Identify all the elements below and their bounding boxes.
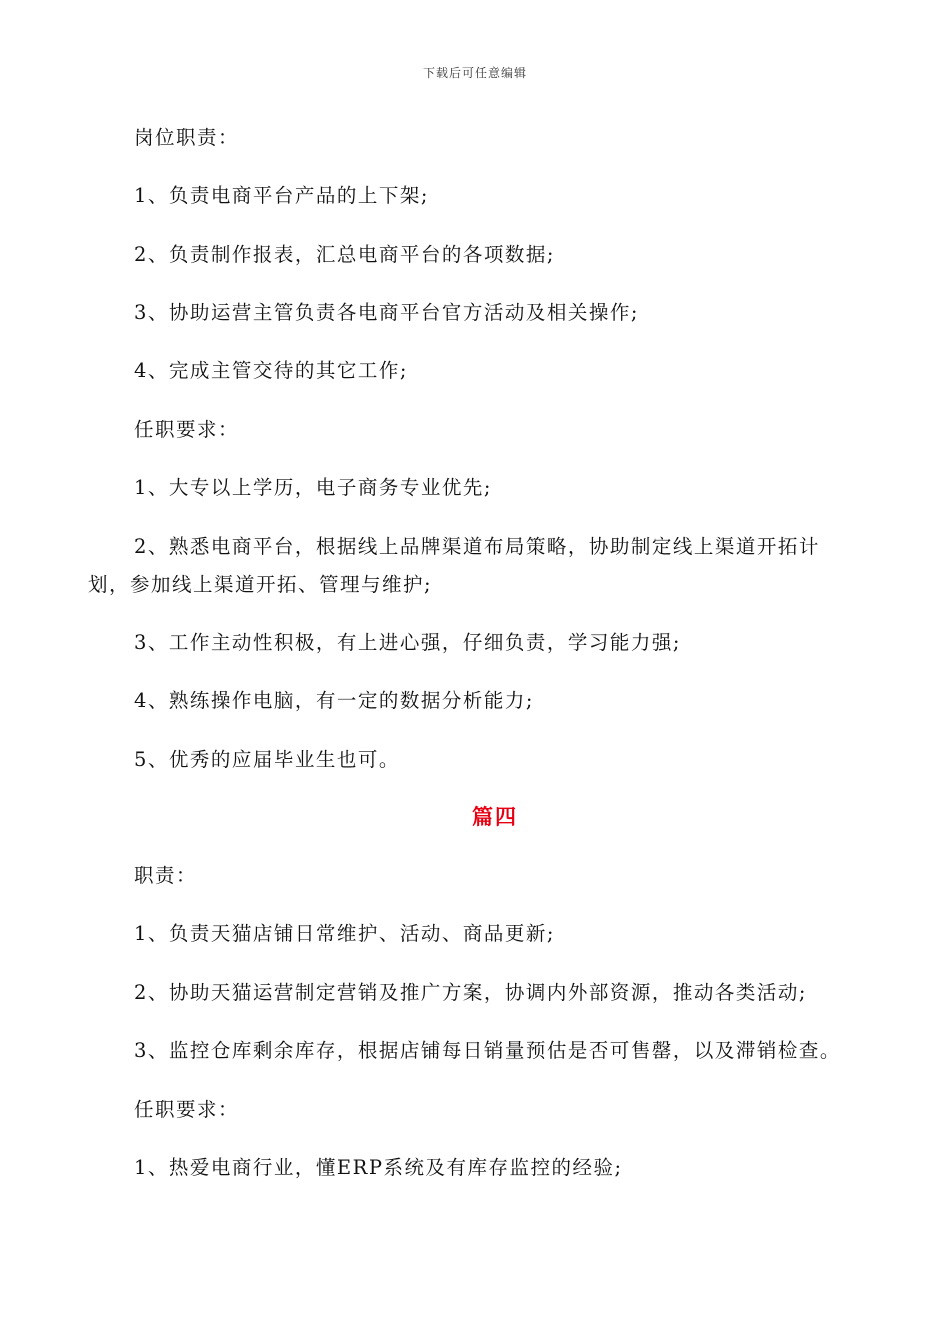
- duty-item-4: 4、完成主管交待的其它工作;: [134, 359, 408, 382]
- duties-heading: 岗位职责：: [134, 126, 240, 149]
- requirement-item-4: 4、熟练操作电脑，有一定的数据分析能力;: [134, 689, 534, 712]
- duty-item-2: 2、负责制作报表，汇总电商平台的各项数据;: [134, 243, 555, 266]
- duty-item-1: 1、负责电商平台产品的上下架;: [134, 184, 429, 207]
- page-header: 下载后可任意编辑: [422, 66, 527, 80]
- requirement-item-2-continued: 划，参加线上渠道开拓、管理与维护;: [88, 573, 433, 596]
- duty-item-2-section-4: 2、协助天猫运营制定营销及推广方案，协调内外部资源，推动各类活动;: [134, 981, 807, 1004]
- duties-heading-section-4: 职责：: [134, 864, 198, 887]
- duty-item-3-section-4: 3、监控仓库剩余库存，根据店铺每日销量预估是否可售罄，以及滞销检查。: [134, 1039, 841, 1062]
- requirement-item-3: 3、工作主动性积极，有上进心强，仔细负责，学习能力强;: [134, 631, 681, 654]
- requirement-item-1: 1、大专以上学历，电子商务专业优先;: [134, 476, 492, 499]
- section-title: 篇四: [472, 805, 518, 829]
- requirements-heading-section-4: 任职要求：: [134, 1098, 240, 1121]
- duty-item-3: 3、协助运营主管负责各电商平台官方活动及相关操作;: [134, 301, 639, 324]
- requirements-heading: 任职要求：: [134, 418, 240, 441]
- requirement-item-1-section-4: 1、热爱电商行业，懂ERP系统及有库存监控的经验;: [134, 1156, 623, 1179]
- requirement-item-5: 5、优秀的应届毕业生也可。: [134, 748, 400, 771]
- duty-item-1-section-4: 1、负责天猫店铺日常维护、活动、商品更新;: [134, 922, 555, 945]
- requirement-item-2: 2、熟悉电商平台，根据线上品牌渠道布局策略，协助制定线上渠道开拓计: [134, 535, 820, 558]
